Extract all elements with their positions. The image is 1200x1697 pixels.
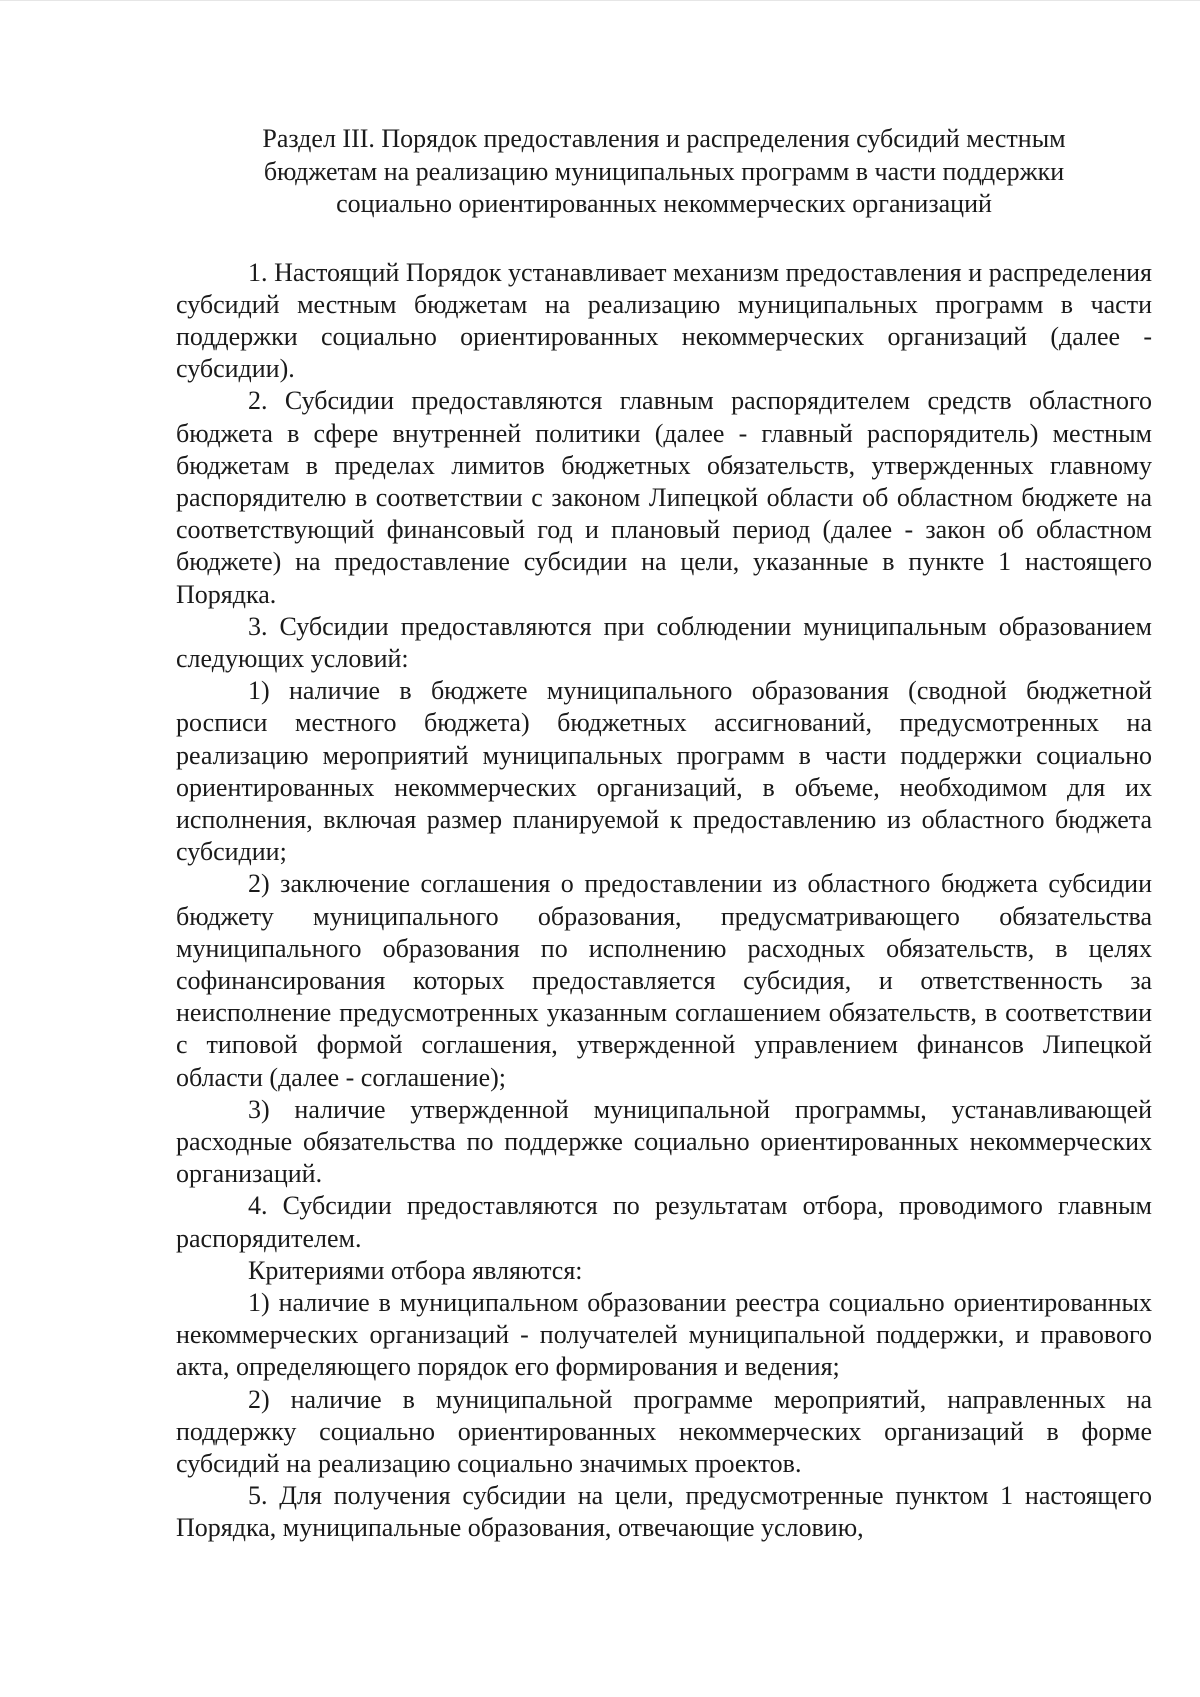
section-title	[176, 123, 1152, 221]
paragraph-clause-2: 2. Субсидии предоставляются главным распорядителем средств областного бюджета в сфере внутренней политики (далее - главный распорядитель) местным бюджетам в пределах лимитов бюджетных обязательств, утвержденных главному распорядителю в соответствии с законом Липецкой области об областном бюджете на соответствующий финансовый год и плановый период (далее - закон об областном бюджете) на предоставление субсидии на цели, указанные в пункте 1 настоящего Порядка.	[176, 386, 1152, 609]
paragraph-clause-3: 3. Субсидии предоставляются при соблюдении муниципальным образованием следующих условий:	[176, 611, 1152, 673]
section-title-line: Раздел III. Порядок предоставления и распределения субсидий местным	[262, 124, 1066, 153]
paragraph-clause-1: 1. Настоящий Порядок устанавливает механизм предоставления и распределения субсидий местным бюджетам на реализацию муниципальных программ в части поддержки социально ориентированных некоммерческих организаций (далее - субсидии).	[176, 257, 1152, 384]
document-body	[176, 123, 1152, 1545]
paragraph-clause-4: 4. Субсидии предоставляются по результатам отбора, проводимого главным распорядителем.	[176, 1191, 1152, 1253]
paragraph-criterion-1: 1) наличие в муниципальном образовании реестра социально ориентированных некоммерческих организаций - получателей муниципальной поддержки, и правового акта, определяющего порядок его формирования и ведения;	[176, 1288, 1152, 1382]
paragraph-criterion-2: 2) наличие в муниципальной программе мероприятий, направленных на поддержку социально ориентированных некоммерческих организаций в форме субсидий на реализацию социально значимых проектов.	[176, 1384, 1152, 1479]
paragraph-condition-2: 2) заключение соглашения о предоставлении из областного бюджета субсидии бюджету муниципального образования, предусматривающего обязательства муниципального образования по исполнению расходных обязательств, в целях софинансирования которых предоставляется субсидия, и ответственность за неисполнение предусмотренных указанным соглашением обязательств, в соответствии с типовой формой соглашения, утвержденной управлением финансов Липецкой области (далее - соглашение);	[176, 869, 1152, 1092]
paragraph-condition-3: 3) наличие утвержденной муниципальной программы, устанавливающей расходные обязательства по поддержке социально ориентированных некоммерческих организаций.	[176, 1094, 1152, 1189]
paragraph-criteria-heading: Критериями отбора являются:	[248, 1255, 583, 1285]
paragraph-clause-5: 5. Для получения субсидии на цели, предусмотренные пунктом 1 настоящего Порядка, муниципальные образования, отвечающие условию,	[176, 1481, 1152, 1543]
paragraph-condition-1: 1) наличие в бюджете муниципального образования (сводной бюджетной росписи местного бюджета) бюджетных ассигнований, предусмотренных на реализацию мероприятий муниципальных программ в части поддержки социально ориентированных некоммерческих организаций, в объеме, необходимом для их исполнения, включая размер планируемой к предоставлению из областного бюджета субсидии;	[176, 676, 1152, 867]
section-title-line: социально ориентированных некоммерческих организаций	[336, 189, 992, 218]
section-title-line: бюджетам на реализацию муниципальных программ в части поддержки	[263, 156, 1065, 186]
